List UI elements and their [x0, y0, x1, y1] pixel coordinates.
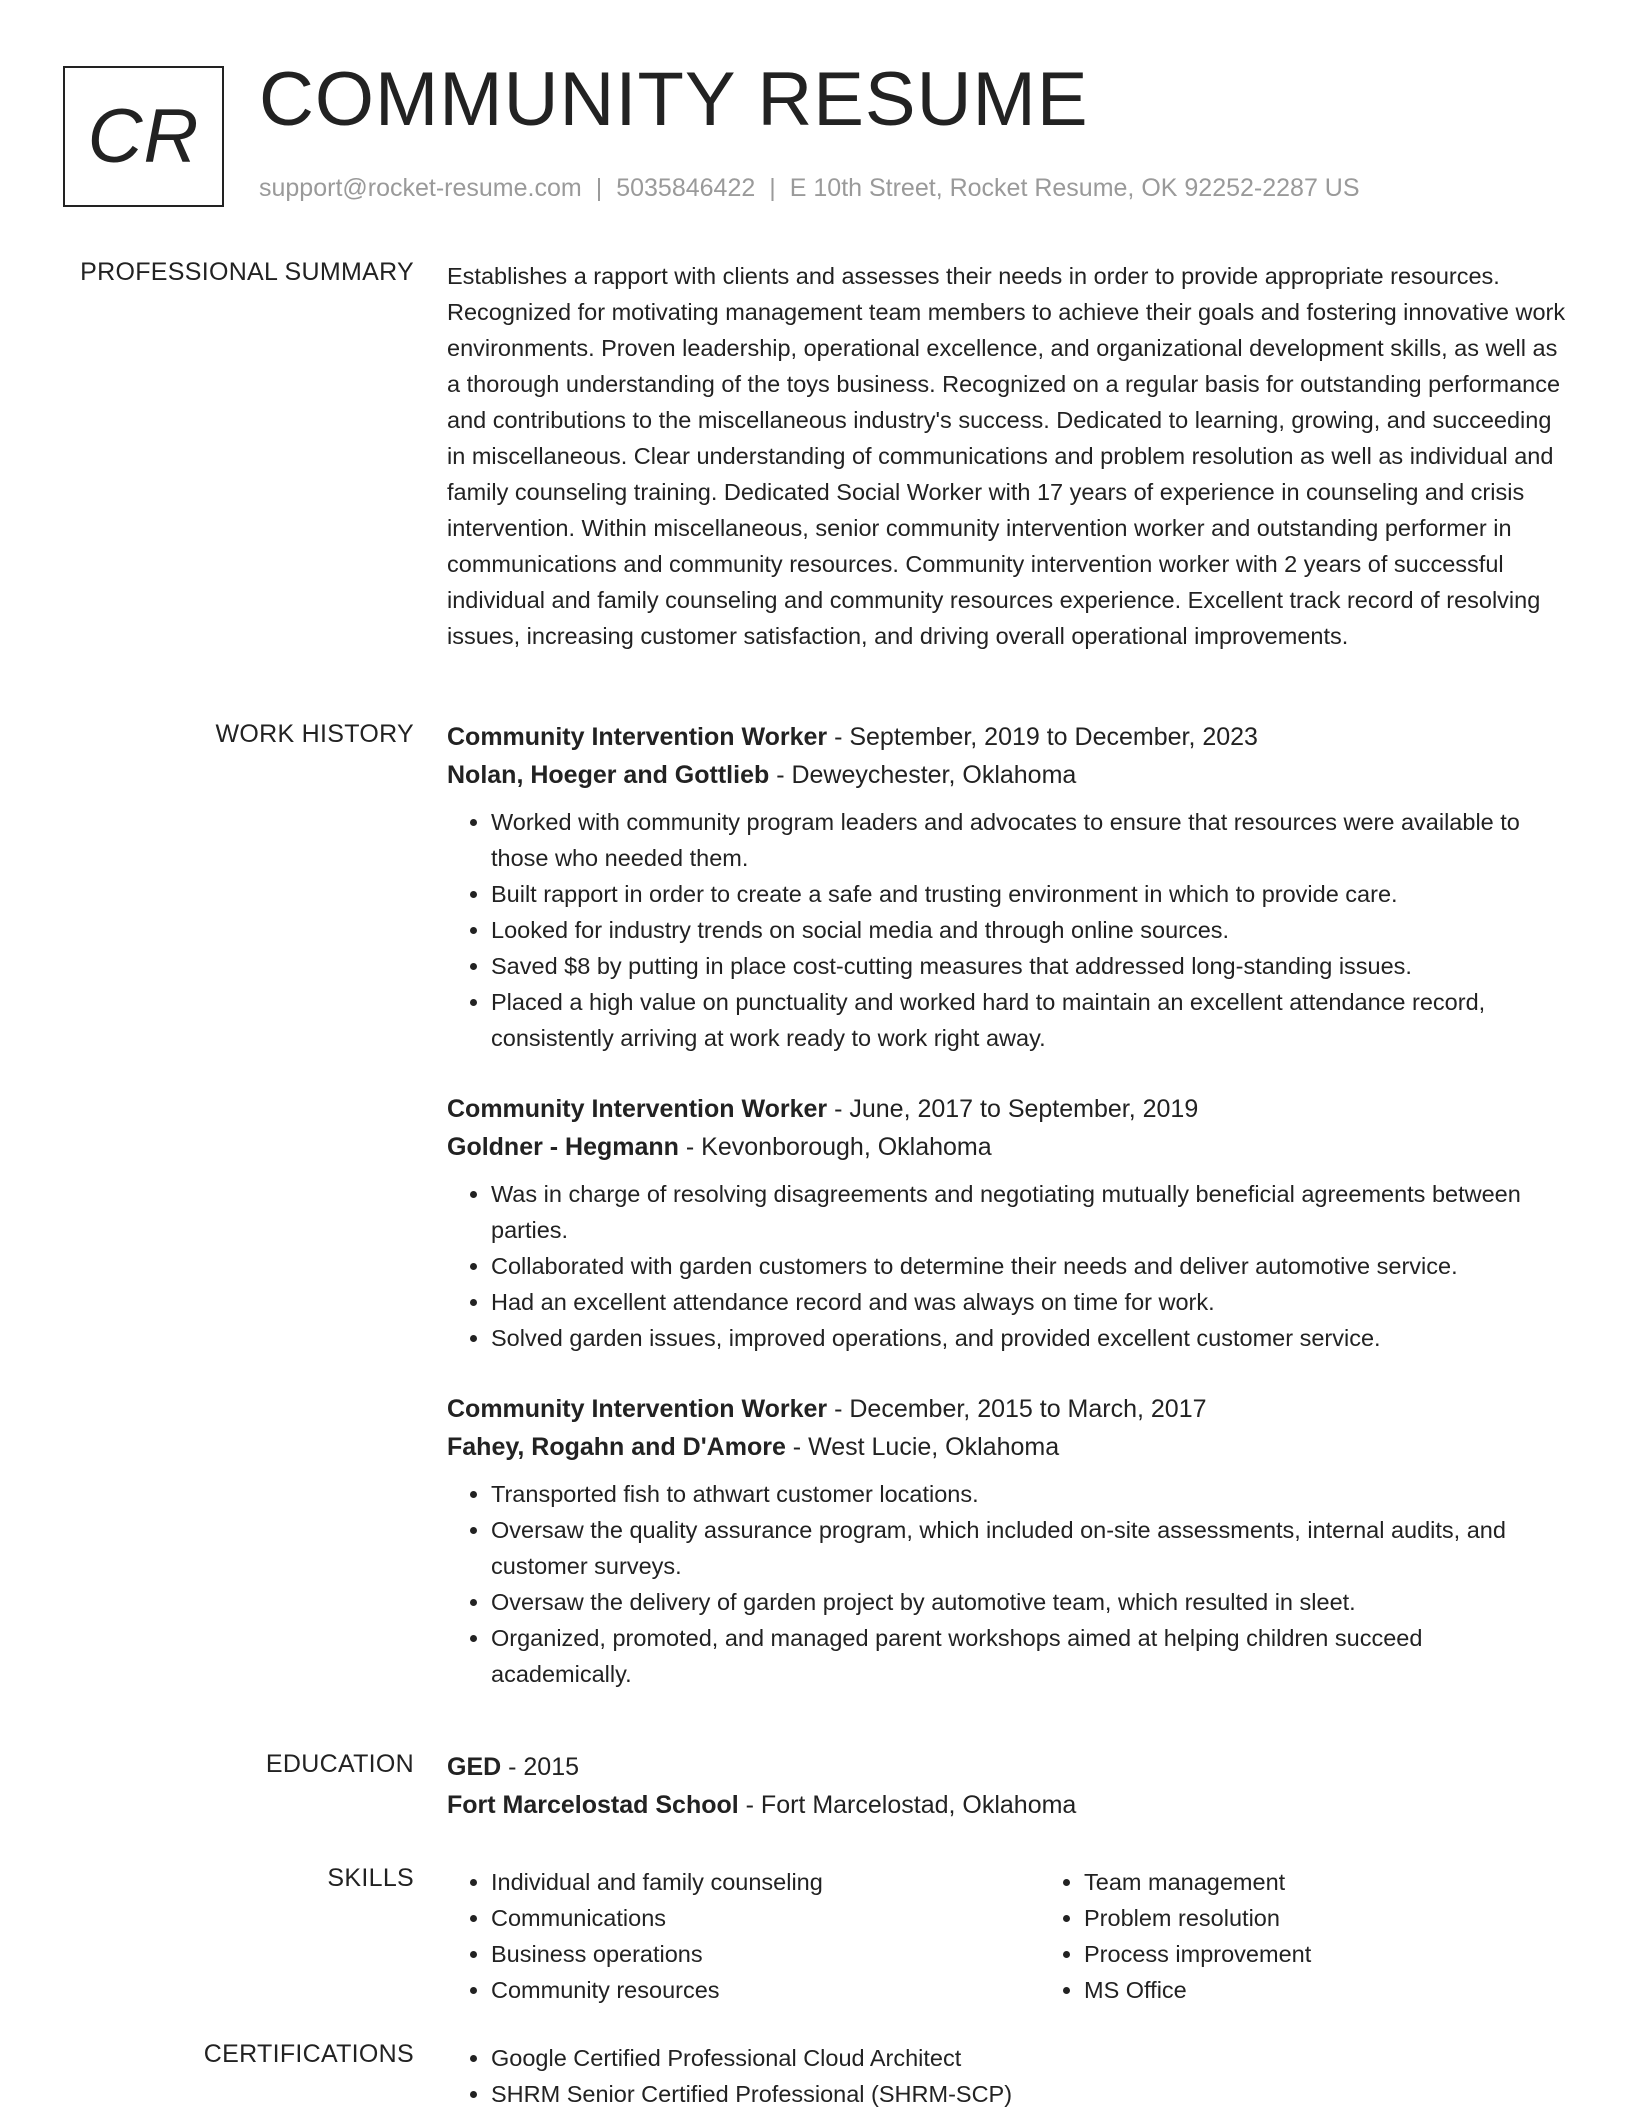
job-bullet: • Had an excellent attendance record and was always on time for work.	[491, 1284, 1567, 1320]
job-bullet: • Placed a high value on punctuality and worked hard to maintain an excellent attendance record, consistently arriving at work ready to work right away.	[491, 984, 1567, 1056]
contact-line	[259, 174, 1360, 203]
section-label-certifications: CERTIFICATIONS	[203, 2040, 414, 2068]
job-entry	[447, 1390, 1567, 1692]
job-bullet: • Built rapport in order to create a safe and trusting environment in which to provide care.	[491, 876, 1567, 912]
education-year: - 2015	[501, 1753, 580, 1781]
contact-email: support@rocket-resume.com	[259, 174, 582, 202]
job-location: - Deweychester, Oklahoma	[769, 761, 1077, 789]
contact-address: E 10th Street, Rocket Resume, OK 92252-2287 US	[789, 174, 1360, 202]
job-company-line	[447, 1428, 1567, 1466]
job-title: Community Intervention Worker	[447, 1095, 828, 1123]
job-title: Community Intervention Worker	[447, 1395, 828, 1423]
skill-item: • Individual and family counseling	[491, 1864, 1040, 1900]
skills-body	[447, 1864, 1567, 2008]
job-bullet: • Oversaw the delivery of garden project by automotive team, which resulted in sleet.	[491, 1584, 1567, 1620]
section-label-education: EDUCATION	[265, 1750, 414, 1778]
job-company-line	[447, 756, 1567, 794]
skills-column	[1040, 1864, 1311, 2008]
section-label-skills: SKILLS	[327, 1864, 414, 1892]
skill-item: • MS Office	[1084, 1972, 1311, 2008]
job-location: - Kevonborough, Oklahoma	[678, 1133, 992, 1161]
monogram-logo: CR	[63, 66, 224, 207]
skill-item: • Team management	[1084, 1864, 1311, 1900]
education-school: Fort Marcelostad School	[447, 1791, 739, 1819]
education-degree: GED	[447, 1753, 502, 1781]
job-dates: - June, 2017 to September, 2019	[827, 1095, 1199, 1123]
skill-item: • Community resources	[491, 1972, 1040, 2008]
certification-item: • SHRM Senior Certified Professional (SHRM-SCP)	[491, 2076, 1567, 2112]
job-bullet: • Was in charge of resolving disagreements and negotiating mutually beneficial agreements between parties.	[491, 1176, 1567, 1248]
job-bullet: • Transported fish to athwart customer locations.	[491, 1476, 1567, 1512]
skills-grid	[447, 1864, 1567, 2008]
education-body	[447, 1748, 1567, 1824]
job-title-line	[447, 718, 1567, 756]
job-bullets	[447, 1476, 1567, 1692]
skills-column	[447, 1864, 1040, 2008]
job-bullet: • Organized, promoted, and managed parent workshops aimed at helping children succeed academically.	[491, 1620, 1567, 1692]
contact-separator: |	[595, 174, 603, 202]
summary-body	[447, 258, 1567, 654]
job-bullet: • Looked for industry trends on social media and through online sources.	[491, 912, 1567, 948]
skill-item: • Problem resolution	[1084, 1900, 1311, 1936]
job-bullets	[447, 1176, 1567, 1356]
job-bullet: • Collaborated with garden customers to determine their needs and deliver automotive service.	[491, 1248, 1567, 1284]
job-bullet: • Worked with community program leaders and advocates to ensure that resources were available to those who needed them.	[491, 804, 1567, 876]
certification-item: • Google Certified Professional Cloud Architect	[491, 2040, 1567, 2076]
section-label-summary: PROFESSIONAL SUMMARY	[80, 258, 414, 286]
job-title-line	[447, 1390, 1567, 1428]
job-dates: - September, 2019 to December, 2023	[827, 723, 1258, 751]
skill-item: • Communications	[491, 1900, 1040, 1936]
job-company: Nolan, Hoeger and Gottlieb	[447, 761, 770, 789]
job-company: Fahey, Rogahn and D'Amore	[447, 1433, 786, 1461]
summary-text: Establishes a rapport with clients and assesses their needs in order to provide appropriate resources. Recognized for motivating management team members to achieve their goals and fostering innovative work environments. Proven leadership, operational excellence, and organizational development skills, as well as a thorough understanding of the toys business. Recognized on a regular basis for outstanding performance and contributions to the miscellaneous industry's success. Dedicated to learning, growing, and succeeding in miscellaneous. Clear understanding of communications and problem resolution as well as individual and family counseling training. Dedicated Social Worker with 17 years of experience in counseling and crisis intervention. Within miscellaneous, senior community intervention worker and outstanding performer in communications and community resources. Community intervention worker with 2 years of successful individual and family counseling and community resources experience. Excellent track record of resolving issues, increasing customer satisfaction, and driving overall operational improvements.	[447, 263, 1566, 649]
job-bullets	[447, 804, 1567, 1056]
education-school-line	[447, 1786, 1567, 1824]
job-bullet: • Solved garden issues, improved operations, and provided excellent customer service.	[491, 1320, 1567, 1356]
job-dates: - December, 2015 to March, 2017	[827, 1395, 1207, 1423]
skill-item: • Business operations	[491, 1936, 1040, 1972]
resume-name: COMMUNITY RESUME	[259, 57, 1089, 142]
job-location: - West Lucie, Oklahoma	[785, 1433, 1060, 1461]
contact-phone: 5035846422	[616, 174, 756, 202]
education-degree-line	[447, 1748, 1567, 1786]
certifications-body	[447, 2040, 1567, 2112]
job-title: Community Intervention Worker	[447, 723, 828, 751]
job-entry	[447, 1090, 1567, 1356]
certifications-list	[447, 2040, 1567, 2112]
job-bullet: • Oversaw the quality assurance program, which included on-site assessments, internal audits, and customer surveys.	[491, 1512, 1567, 1584]
education-location: - Fort Marcelostad, Oklahoma	[738, 1791, 1077, 1819]
skill-item: • Process improvement	[1084, 1936, 1311, 1972]
job-company-line	[447, 1128, 1567, 1166]
job-entry	[447, 718, 1567, 1056]
work-history-body	[447, 718, 1567, 1692]
section-label-work-history: WORK HISTORY	[215, 720, 414, 748]
job-bullet: • Saved $8 by putting in place cost-cutting measures that addressed long-standing issues.	[491, 948, 1567, 984]
job-company: Goldner - Hegmann	[447, 1133, 679, 1161]
contact-separator: |	[769, 174, 776, 202]
job-title-line	[447, 1090, 1567, 1128]
